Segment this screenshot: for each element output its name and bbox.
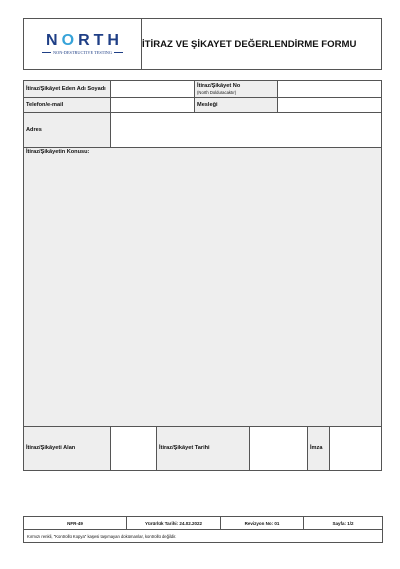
logo-subtitle: NON-DESTRUCTIVE TESTING [53,49,112,55]
revision-number: Revizyon No: 01 [221,517,304,530]
address-label: Adres [24,113,111,148]
address-field[interactable] [110,113,381,148]
complaint-subject-area[interactable] [24,148,382,427]
form-title: İTİRAZ VE ŞİKAYET DEĞERLENDİRME FORMU [142,19,382,70]
contact-field[interactable] [110,98,194,113]
complaint-form-table [23,80,382,471]
received-by-field[interactable] [110,427,156,471]
profession-field[interactable] [278,98,382,113]
logo-wordmark: NORTH [46,31,123,49]
received-by-label: İtiraz/Şikâyeti Alan [24,427,111,471]
complaint-date-field[interactable] [249,427,307,471]
page-number: Sayfa: 1/2 [304,517,383,530]
company-logo [24,19,142,70]
complaint-number-label: İtiraz/Şikâyet No (North Dolduracaktır) [195,81,278,98]
complaint-number-note: (North Dolduracaktır) [197,89,237,95]
signature-label: İmza [308,427,330,471]
complaint-date-label: İtiraz/Şikâyet Tarihi [157,427,250,471]
profession-label: Mesleği [195,98,278,113]
controlled-copy-note: Kırmızı renkli, "Kontrollü Kopya" kaşesi taşımayan dokümanlar, kontrollü değildir. [24,530,383,543]
signature-field[interactable] [330,427,382,471]
contact-label: Telefon/e-mail [24,98,111,113]
document-footer [23,516,383,543]
document-code: NFR-49 [24,517,127,530]
complainant-name-field[interactable] [110,81,194,98]
complaint-subject-label: İtiraz/Şikâyetin Konusu: [26,149,90,155]
form-header [23,18,382,70]
complainant-name-label: İtiraz/Şikâyet Eden Adı Soyadı [24,81,111,98]
effective-date: Yürürlük Tarihi: 24.02.2022 [127,517,221,530]
complaint-number-field[interactable] [278,81,382,98]
